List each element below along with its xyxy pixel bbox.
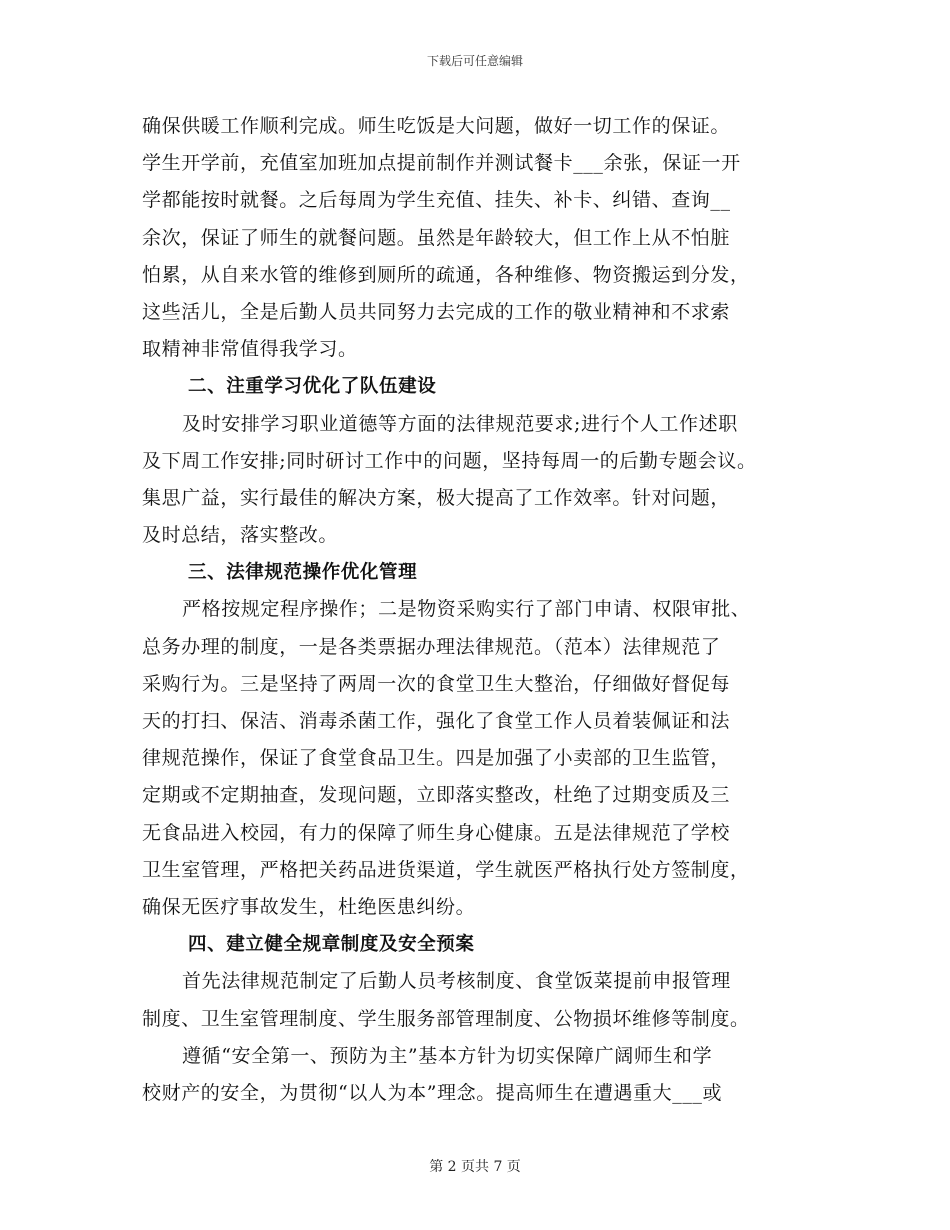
page-header: 下载后可任意编辑 bbox=[426, 54, 523, 68]
text-line: 及下周工作安排;同时研讨工作中的问题，坚持每周一的后勤专题会议。 bbox=[142, 449, 757, 472]
document-body bbox=[142, 108, 822, 1112]
text-line: 定期或不定期抽查，发现问题，立即落实整改，杜绝了过期变质及三 bbox=[142, 784, 731, 807]
text-line: 集思广益，实行最佳的解决方案，极大提高了工作效率。针对问题， bbox=[142, 486, 731, 509]
paragraph-first-line: 严格按规定程序操作；二是物资采购实行了部门申请、权限审批、 bbox=[182, 598, 751, 621]
text-line: 确保无医疗事故发生，杜绝医患纠纷。 bbox=[142, 895, 476, 918]
text-line: 总务办理的制度，一是各类票据办理法律规范。（范本）法律规范了 bbox=[142, 635, 721, 658]
text-line: 及时总结，落实整改。 bbox=[142, 524, 339, 547]
paragraph-first-line: 遵循“安全第一、预防为主”基本方针为切实保障广阔师生和学 bbox=[182, 1044, 713, 1067]
section-heading: 二、注重学习优化了队伍建设 bbox=[188, 376, 437, 398]
section-heading: 四、建立健全规章制度及安全预案 bbox=[188, 934, 475, 956]
text-line: 这些活儿，全是后勤人员共同努力去完成的工作的敬业精神和不求索 bbox=[142, 300, 731, 323]
text-line: 采购行为。三是坚持了两周一次的食堂卫生大整治，仔细做好督促每 bbox=[142, 672, 731, 695]
text-line: 卫生室管理，严格把关药品进货渠道，学生就医严格执行处方签制度， bbox=[142, 858, 750, 881]
text-line: 余次，保证了师生的就餐问题。虽然是年龄较大，但工作上从不怕脏 bbox=[142, 226, 731, 249]
text-line: 取精神非常值得我学习。 bbox=[142, 338, 358, 361]
text-line: 制度、卫生室管理制度、学生服务部管理制度、公物损坏维修等制度。 bbox=[142, 1007, 750, 1030]
text-line: 天的打扫、保洁、消毒杀菌工作，强化了食堂工作人员着装佩证和法 bbox=[142, 710, 731, 732]
text-line: 确保供暖工作顺利完成。师生吃饭是大问题，做好一切工作的保证。 bbox=[142, 115, 731, 137]
text-line: 学都能按时就餐。之后每周为学生充值、挂失、补卡、纠错、查询__ bbox=[142, 189, 731, 212]
section-heading: 三、法律规范操作优化管理 bbox=[188, 562, 418, 584]
text-line: 律规范操作，保证了食堂食品卫生。四是加强了小卖部的卫生监管， bbox=[142, 747, 731, 770]
text-line: 校财产的安全，为贯彻“以人为本”理念。提高师生在遭遇重大___或 bbox=[142, 1081, 723, 1104]
paragraph-first-line: 及时安排学习职业道德等方面的法律规范要求;进行个人工作述职 bbox=[182, 412, 738, 435]
text-line: 学生开学前，充值室加班加点提前制作并测试餐卡___余张，保证一开 bbox=[142, 152, 741, 175]
paragraph-first-line: 首先法律规范制定了后勤人员考核制度、食堂饭菜提前申报管理 bbox=[182, 970, 731, 993]
text-line: 怕累，从自来水管的维修到厕所的疏通，各种维修、物资搬运到分发， bbox=[142, 263, 750, 286]
text-line: 无食品进入校园，有力的保障了师生身心健康。五是法律规范了学校 bbox=[142, 821, 731, 844]
page-footer: 第 2 页共 7 页 bbox=[429, 1159, 521, 1175]
